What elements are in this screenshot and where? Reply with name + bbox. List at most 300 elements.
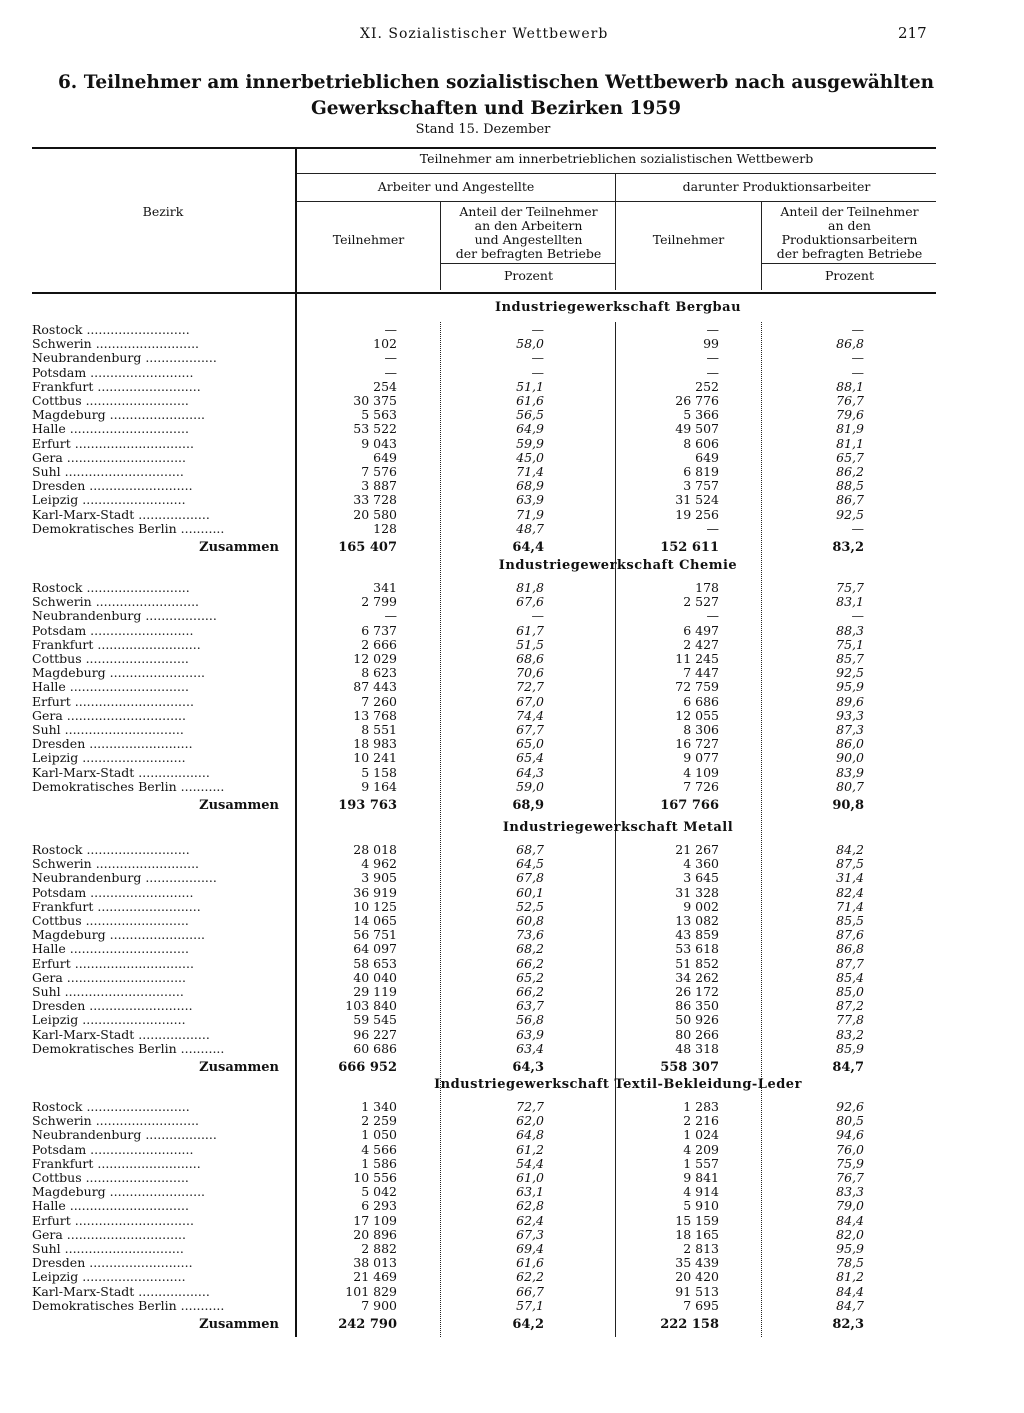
table-row xyxy=(0,581,1024,595)
header-anteil-1-line-1: Anteil der Teilnehmer xyxy=(459,204,598,219)
teilnehmer-cell: 8 623 xyxy=(361,665,397,681)
anteil-cell: 71,9 xyxy=(516,506,544,522)
bezirk-name: Magdeburg ........................ xyxy=(32,1185,206,1200)
table-row xyxy=(0,1199,1024,1213)
teilnehmer-cell: 64 097 xyxy=(353,941,397,957)
produktionsarbeiter-anteil-cell: 75,7 xyxy=(836,580,864,595)
produktionsarbeiter-anteil-cell: — xyxy=(851,364,864,380)
header-prozent-2: Prozent xyxy=(825,268,874,283)
teilnehmer-cell: — xyxy=(384,608,397,624)
anteil-cell: 67,0 xyxy=(516,693,544,709)
teilnehmer-cell: 341 xyxy=(373,580,397,595)
table-row xyxy=(0,408,1024,422)
header-teilnehmer-1: Teilnehmer xyxy=(332,232,405,247)
anteil-cell: 59,9 xyxy=(516,435,544,451)
anteil-cell: 70,6 xyxy=(516,665,544,681)
bezirk-name: Frankfurt .......................... xyxy=(32,1156,201,1171)
anteil-cell: 72,7 xyxy=(516,679,544,695)
table-row xyxy=(0,1128,1024,1142)
anteil-cell: 63,7 xyxy=(516,998,544,1014)
produktionsarbeiter-teilnehmer-cell: 9 841 xyxy=(683,1170,719,1185)
table-row xyxy=(0,493,1024,507)
teilnehmer-cell: 8 551 xyxy=(361,722,397,737)
teilnehmer-cell: 10 241 xyxy=(353,750,397,766)
produktionsarbeiter-anteil-cell: 87,7 xyxy=(836,955,864,971)
total-produktionsarbeiter-teilnehmer: 152 611 xyxy=(660,540,719,555)
produktionsarbeiter-teilnehmer-cell: 19 256 xyxy=(675,506,719,522)
anteil-cell: 71,4 xyxy=(516,464,544,479)
produktionsarbeiter-teilnehmer-cell: 6 686 xyxy=(683,693,719,709)
teilnehmer-cell: 13 768 xyxy=(353,707,397,723)
table-row xyxy=(0,871,1024,885)
bezirk-name: Magdeburg ........................ xyxy=(32,408,206,423)
anteil-cell: 56,5 xyxy=(516,407,544,423)
produktionsarbeiter-anteil-cell: — xyxy=(851,520,864,536)
produktionsarbeiter-anteil-cell: 85,7 xyxy=(836,651,864,666)
teilnehmer-cell: 1 050 xyxy=(361,1127,397,1143)
produktionsarbeiter-teilnehmer-cell: 16 727 xyxy=(675,736,719,752)
bezirk-name: Karl-Marx-Stadt .................. xyxy=(32,507,210,522)
teilnehmer-cell: 2 882 xyxy=(361,1241,397,1256)
anteil-cell: 63,9 xyxy=(516,1026,544,1042)
produktionsarbeiter-anteil-cell: 78,5 xyxy=(836,1255,864,1271)
bezirk-name: Erfurt .............................. xyxy=(32,436,194,451)
table-row xyxy=(0,522,1024,536)
produktionsarbeiter-teilnehmer-cell: — xyxy=(706,364,719,380)
header-rule-1 xyxy=(297,173,936,174)
anteil-cell: 59,0 xyxy=(516,778,544,794)
bezirk-name: Leipzig .......................... xyxy=(32,1270,186,1285)
produktionsarbeiter-anteil-cell: 65,7 xyxy=(836,449,864,465)
table-row xyxy=(0,857,1024,871)
header-anteil-2 xyxy=(763,205,936,261)
produktionsarbeiter-teilnehmer-cell: 9 077 xyxy=(683,750,719,766)
teilnehmer-cell: 87 443 xyxy=(353,679,397,695)
total-produktionsarbeiter-anteil: 84,7 xyxy=(832,1060,864,1075)
produktionsarbeiter-teilnehmer-cell: 49 507 xyxy=(675,421,719,437)
produktionsarbeiter-anteil-cell: 92,5 xyxy=(836,665,864,681)
teilnehmer-cell: 20 896 xyxy=(353,1226,397,1242)
teilnehmer-cell: 1 586 xyxy=(361,1155,397,1171)
produktionsarbeiter-anteil-cell: 84,7 xyxy=(836,1297,864,1313)
anteil-cell: 63,1 xyxy=(516,1184,544,1200)
header-bezirk: Bezirk xyxy=(142,204,184,219)
table-row xyxy=(0,737,1024,751)
teilnehmer-cell: 2 666 xyxy=(361,636,397,652)
table-row xyxy=(0,942,1024,956)
table-row xyxy=(0,914,1024,928)
anteil-cell: 64,8 xyxy=(516,1127,544,1143)
table-row xyxy=(0,1013,1024,1027)
anteil-cell: 52,5 xyxy=(516,898,544,914)
anteil-cell: — xyxy=(531,608,544,624)
bezirk-name: Gera .............................. xyxy=(32,1227,186,1242)
anteil-cell: 66,2 xyxy=(516,984,544,999)
teilnehmer-cell: 2 799 xyxy=(361,594,397,610)
anteil-cell: 81,8 xyxy=(516,580,544,595)
bezirk-name: Gera .............................. xyxy=(32,450,186,465)
table-row xyxy=(0,1114,1024,1128)
produktionsarbeiter-anteil-cell: 81,9 xyxy=(836,421,864,437)
table-row xyxy=(0,1171,1024,1185)
bezirk-name: Demokratisches Berlin ........... xyxy=(32,521,225,536)
table-row xyxy=(0,652,1024,666)
produktionsarbeiter-anteil-cell: 89,6 xyxy=(836,693,864,709)
anteil-cell: 51,1 xyxy=(516,378,544,394)
bezirk-name: Gera .............................. xyxy=(32,708,186,723)
produktionsarbeiter-teilnehmer-cell: 8 306 xyxy=(683,722,719,737)
teilnehmer-cell: 6 737 xyxy=(361,622,397,638)
produktionsarbeiter-teilnehmer-cell: 86 350 xyxy=(675,998,719,1014)
anteil-cell: 67,3 xyxy=(516,1226,544,1242)
bezirk-name: Rostock .......................... xyxy=(32,323,190,337)
teilnehmer-cell: 7 900 xyxy=(361,1297,397,1313)
produktionsarbeiter-teilnehmer-cell: 31 328 xyxy=(675,884,719,900)
anteil-cell: 61,6 xyxy=(516,393,544,408)
table-row xyxy=(0,1228,1024,1242)
bezirk-name: Leipzig .......................... xyxy=(32,493,186,508)
teilnehmer-cell: 3 905 xyxy=(361,870,397,886)
produktionsarbeiter-teilnehmer-cell: 1 283 xyxy=(683,1099,719,1114)
anteil-cell: 45,0 xyxy=(516,449,544,465)
table-row xyxy=(0,886,1024,900)
teilnehmer-cell: 4 566 xyxy=(361,1141,397,1157)
bezirk-name: Karl-Marx-Stadt .................. xyxy=(32,1027,210,1042)
produktionsarbeiter-anteil-cell: 92,5 xyxy=(836,506,864,522)
teilnehmer-cell: 21 469 xyxy=(353,1269,397,1285)
table-row xyxy=(0,666,1024,680)
teilnehmer-cell: 53 522 xyxy=(353,421,397,437)
produktionsarbeiter-teilnehmer-cell: 12 055 xyxy=(675,707,719,723)
total-anteil: 64,4 xyxy=(512,540,544,555)
total-produktionsarbeiter-anteil: 83,2 xyxy=(832,540,864,555)
produktionsarbeiter-anteil-cell: 82,0 xyxy=(836,1226,864,1242)
teilnehmer-cell: 649 xyxy=(373,449,397,465)
anteil-cell: 58,0 xyxy=(516,336,544,352)
total-teilnehmer: 193 763 xyxy=(338,798,397,813)
produktionsarbeiter-teilnehmer-cell: 5 366 xyxy=(683,407,719,423)
produktionsarbeiter-teilnehmer-cell: 8 606 xyxy=(683,435,719,451)
produktionsarbeiter-teilnehmer-cell: 50 926 xyxy=(675,1012,719,1028)
total-row xyxy=(0,540,1024,556)
table-title xyxy=(40,70,952,122)
table-row xyxy=(0,624,1024,638)
table-row xyxy=(0,1100,1024,1114)
bezirk-name: Neubrandenburg .................. xyxy=(32,1128,217,1143)
bezirk-name: Frankfurt .......................... xyxy=(32,899,201,914)
produktionsarbeiter-teilnehmer-cell: — xyxy=(706,608,719,624)
bezirk-name: Dresden .......................... xyxy=(32,479,193,494)
produktionsarbeiter-anteil-cell: 90,0 xyxy=(836,750,864,766)
produktionsarbeiter-teilnehmer-cell: 20 420 xyxy=(675,1269,719,1285)
teilnehmer-cell: 9 043 xyxy=(361,435,397,451)
teilnehmer-cell: 14 065 xyxy=(353,913,397,928)
total-produktionsarbeiter-anteil: 90,8 xyxy=(832,798,864,813)
anteil-cell: 60,8 xyxy=(516,913,544,928)
table-row xyxy=(0,985,1024,999)
produktionsarbeiter-teilnehmer-cell: 9 002 xyxy=(683,898,719,914)
section-title: Industriegewerkschaft Metall xyxy=(502,820,734,835)
bezirk-name: Cottbus .......................... xyxy=(32,1171,189,1185)
teilnehmer-cell: 60 686 xyxy=(353,1040,397,1056)
teilnehmer-cell: 30 375 xyxy=(353,393,397,408)
produktionsarbeiter-anteil-cell: 85,5 xyxy=(836,913,864,928)
produktionsarbeiter-teilnehmer-cell: 7 726 xyxy=(683,778,719,794)
anteil-cell: 61,6 xyxy=(516,1255,544,1271)
produktionsarbeiter-anteil-cell: 86,0 xyxy=(836,736,864,752)
teilnehmer-cell: 18 983 xyxy=(353,736,397,752)
anteil-cell: 61,7 xyxy=(516,622,544,638)
anteil-cell: 67,6 xyxy=(516,594,544,610)
table-row xyxy=(0,337,1024,351)
bezirk-name: Halle .............................. xyxy=(32,1199,189,1214)
produktionsarbeiter-teilnehmer-cell: 18 165 xyxy=(675,1226,719,1242)
produktionsarbeiter-anteil-cell: 87,5 xyxy=(836,856,864,872)
table-subtitle: Stand 15. Dezember xyxy=(415,122,551,137)
anteil-cell: 64,3 xyxy=(516,764,544,780)
produktionsarbeiter-anteil-cell: 88,1 xyxy=(836,378,864,394)
total-produktionsarbeiter-teilnehmer: 558 307 xyxy=(660,1060,719,1075)
bezirk-name: Suhl .............................. xyxy=(32,723,184,737)
bezirk-name: Neubrandenburg .................. xyxy=(32,871,217,886)
teilnehmer-cell: 56 751 xyxy=(353,927,397,943)
total-label: Zusammen xyxy=(199,540,279,555)
page-number: 217 xyxy=(898,24,927,42)
teilnehmer-cell: 38 013 xyxy=(353,1255,397,1271)
produktionsarbeiter-teilnehmer-cell: 15 159 xyxy=(675,1212,719,1228)
teilnehmer-cell: 1 340 xyxy=(361,1099,397,1114)
produktionsarbeiter-teilnehmer-cell: 252 xyxy=(695,378,719,394)
total-label: Zusammen xyxy=(199,798,279,813)
produktionsarbeiter-teilnehmer-cell: 21 267 xyxy=(675,842,719,857)
produktionsarbeiter-teilnehmer-cell: 4 209 xyxy=(683,1141,719,1157)
total-row xyxy=(0,1060,1024,1076)
produktionsarbeiter-teilnehmer-cell: 1 024 xyxy=(683,1127,719,1143)
teilnehmer-cell: 58 653 xyxy=(353,955,397,971)
produktionsarbeiter-anteil-cell: 81,1 xyxy=(836,435,864,451)
anteil-cell: 65,0 xyxy=(516,736,544,752)
table-row xyxy=(0,999,1024,1013)
produktionsarbeiter-teilnehmer-cell: 2 216 xyxy=(683,1113,719,1129)
produktionsarbeiter-anteil-cell: 76,7 xyxy=(836,1170,864,1185)
produktionsarbeiter-teilnehmer-cell: 91 513 xyxy=(675,1283,719,1299)
teilnehmer-cell: 6 293 xyxy=(361,1198,397,1214)
produktionsarbeiter-anteil-cell: — xyxy=(851,322,864,337)
anteil-cell: — xyxy=(531,350,544,366)
total-produktionsarbeiter-teilnehmer: 222 158 xyxy=(660,1317,719,1332)
produktionsarbeiter-anteil-cell: 92,6 xyxy=(836,1099,864,1114)
produktionsarbeiter-anteil-cell: 93,3 xyxy=(836,707,864,723)
teilnehmer-cell: 2 259 xyxy=(361,1113,397,1129)
total-row xyxy=(0,1317,1024,1333)
produktionsarbeiter-teilnehmer-cell: 99 xyxy=(703,336,719,352)
bezirk-name: Erfurt .............................. xyxy=(32,956,194,971)
table-row xyxy=(0,508,1024,522)
produktionsarbeiter-teilnehmer-cell: 31 524 xyxy=(675,492,719,508)
anteil-cell: 67,7 xyxy=(516,722,544,737)
bezirk-name: Leipzig .......................... xyxy=(32,751,186,766)
total-teilnehmer: 242 790 xyxy=(338,1317,397,1332)
teilnehmer-cell: 20 580 xyxy=(353,506,397,522)
anteil-cell: 68,9 xyxy=(516,478,544,494)
bezirk-name: Leipzig .......................... xyxy=(32,1013,186,1028)
produktionsarbeiter-teilnehmer-cell: 6 819 xyxy=(683,464,719,479)
teilnehmer-cell: 5 158 xyxy=(361,764,397,780)
produktionsarbeiter-teilnehmer-cell: 3 757 xyxy=(683,478,719,494)
table-row xyxy=(0,780,1024,794)
anteil-cell: 69,4 xyxy=(516,1241,544,1256)
anteil-cell: 68,6 xyxy=(516,651,544,666)
anteil-cell: 68,2 xyxy=(516,941,544,957)
produktionsarbeiter-anteil-cell: 87,6 xyxy=(836,927,864,943)
header-anteil-1-line-2: an den Arbeitern xyxy=(474,218,583,233)
anteil-cell: 60,1 xyxy=(516,884,544,900)
bezirk-name: Rostock .......................... xyxy=(32,843,190,857)
bezirk-name: Magdeburg ........................ xyxy=(32,666,206,681)
table-row xyxy=(0,638,1024,652)
header-mid-divider xyxy=(615,174,616,290)
produktionsarbeiter-teilnehmer-cell: 80 266 xyxy=(675,1026,719,1042)
total-produktionsarbeiter-anteil: 82,3 xyxy=(832,1317,864,1332)
anteil-cell: 56,8 xyxy=(516,1012,544,1028)
teilnehmer-cell: 5 042 xyxy=(361,1184,397,1200)
produktionsarbeiter-anteil-cell: 85,9 xyxy=(836,1040,864,1056)
produktionsarbeiter-teilnehmer-cell: 2 427 xyxy=(683,636,719,652)
header-anteil-2-line-3: Produktionsarbeitern xyxy=(781,232,918,247)
bezirk-name: Rostock .......................... xyxy=(32,581,190,595)
table-title-line-2: Gewerkschaften und Bezirken 1959 xyxy=(310,98,682,119)
header-anteil-1-line-3: und Angestellten xyxy=(474,232,583,247)
produktionsarbeiter-anteil-cell: 88,3 xyxy=(836,622,864,638)
produktionsarbeiter-teilnehmer-cell: 7 695 xyxy=(683,1297,719,1313)
header-teilnehmer-2: Teilnehmer xyxy=(652,232,725,247)
anteil-cell: 66,2 xyxy=(516,955,544,971)
produktionsarbeiter-teilnehmer-cell: 35 439 xyxy=(675,1255,719,1271)
produktionsarbeiter-anteil-cell: 83,9 xyxy=(836,764,864,780)
anteil-cell: 48,7 xyxy=(516,520,544,536)
produktionsarbeiter-teilnehmer-cell: 13 082 xyxy=(675,913,719,928)
header-rule-2 xyxy=(297,201,936,202)
bezirk-name: Frankfurt .......................... xyxy=(32,379,201,394)
table-row xyxy=(0,351,1024,365)
produktionsarbeiter-teilnehmer-cell: 51 852 xyxy=(675,955,719,971)
header-anteil-1 xyxy=(442,205,615,261)
anteil-cell: 74,4 xyxy=(516,707,544,723)
anteil-cell: 61,2 xyxy=(516,1141,544,1157)
table-row xyxy=(0,422,1024,436)
produktionsarbeiter-anteil-cell: 94,6 xyxy=(836,1127,864,1143)
produktionsarbeiter-anteil-cell: — xyxy=(851,350,864,366)
produktionsarbeiter-anteil-cell: 82,4 xyxy=(836,884,864,900)
teilnehmer-cell: 3 887 xyxy=(361,478,397,494)
header-prozent-rule-1 xyxy=(441,263,615,264)
table-row xyxy=(0,451,1024,465)
anteil-cell: 65,2 xyxy=(516,969,544,985)
teilnehmer-cell: 7 576 xyxy=(361,464,397,479)
table-row xyxy=(0,380,1024,394)
table-row xyxy=(0,1270,1024,1284)
header-prozent-rule-2 xyxy=(762,263,936,264)
produktionsarbeiter-anteil-cell: 76,7 xyxy=(836,393,864,408)
anteil-cell: 61,0 xyxy=(516,1170,544,1185)
header-anteil-2-line-4: der befragten Betriebe xyxy=(776,246,923,261)
bezirk-name: Erfurt .............................. xyxy=(32,694,194,709)
anteil-cell: 68,7 xyxy=(516,842,544,857)
produktionsarbeiter-anteil-cell: 86,8 xyxy=(836,336,864,352)
total-label: Zusammen xyxy=(199,1317,279,1332)
bezirk-name: Frankfurt .......................... xyxy=(32,637,201,652)
teilnehmer-cell: 254 xyxy=(373,378,397,394)
teilnehmer-cell: 101 829 xyxy=(345,1283,397,1299)
teilnehmer-cell: 7 260 xyxy=(361,693,397,709)
running-head: XI. Sozialistischer Wettbewerb xyxy=(360,26,609,42)
bezirk-name: Neubrandenburg .................. xyxy=(32,609,217,624)
bezirk-name: Suhl .............................. xyxy=(32,985,184,999)
total-anteil: 64,3 xyxy=(512,1060,544,1075)
table-row xyxy=(0,1256,1024,1270)
bezirk-name: Suhl .............................. xyxy=(32,465,184,479)
table-row xyxy=(0,751,1024,765)
teilnehmer-cell: 102 xyxy=(373,336,397,352)
produktionsarbeiter-anteil-cell: 71,4 xyxy=(836,898,864,914)
anteil-cell: 54,4 xyxy=(516,1155,544,1171)
teilnehmer-cell: 10 125 xyxy=(353,898,397,914)
total-teilnehmer: 165 407 xyxy=(338,540,397,555)
table-row xyxy=(0,900,1024,914)
bezirk-name: Halle .............................. xyxy=(32,680,189,695)
bezirk-name: Potsdam .......................... xyxy=(32,365,194,380)
bezirk-name: Cottbus .......................... xyxy=(32,394,189,408)
produktionsarbeiter-anteil-cell: 86,8 xyxy=(836,941,864,957)
bezirk-name: Potsdam .......................... xyxy=(32,1142,194,1157)
total-anteil: 64,2 xyxy=(512,1317,544,1332)
teilnehmer-cell: — xyxy=(384,350,397,366)
section-title: Industriegewerkschaft Textil-Bekleidung-Leder xyxy=(434,1077,802,1092)
table-row xyxy=(0,695,1024,709)
bezirk-name: Demokratisches Berlin ........... xyxy=(32,1041,225,1056)
produktionsarbeiter-teilnehmer-cell: 4 914 xyxy=(683,1184,719,1200)
produktionsarbeiter-teilnehmer-cell: 53 618 xyxy=(675,941,719,957)
anteil-cell: 62,4 xyxy=(516,1212,544,1228)
table-row xyxy=(0,1143,1024,1157)
teilnehmer-cell: 103 840 xyxy=(345,998,397,1014)
teilnehmer-cell: 5 563 xyxy=(361,407,397,423)
produktionsarbeiter-teilnehmer-cell: 34 262 xyxy=(675,969,719,985)
header-anteil-2-line-1: Anteil der Teilnehmer xyxy=(780,204,919,219)
produktionsarbeiter-teilnehmer-cell: 2 813 xyxy=(683,1241,719,1256)
produktionsarbeiter-anteil-cell: 86,7 xyxy=(836,492,864,508)
produktionsarbeiter-teilnehmer-cell: 1 557 xyxy=(683,1155,719,1171)
bezirk-name: Schwerin .......................... xyxy=(32,337,200,352)
teilnehmer-cell: 33 728 xyxy=(353,492,397,508)
produktionsarbeiter-anteil-cell: — xyxy=(851,608,864,624)
teilnehmer-cell: 36 919 xyxy=(353,884,397,900)
produktionsarbeiter-teilnehmer-cell: 6 497 xyxy=(683,622,719,638)
total-teilnehmer: 666 952 xyxy=(338,1060,397,1075)
bezirk-name: Potsdam .......................... xyxy=(32,623,194,638)
anteil-cell: 66,7 xyxy=(516,1283,544,1299)
header-produktionsarbeiter: darunter Produktionsarbeiter xyxy=(682,179,871,194)
bezirk-name: Schwerin .......................... xyxy=(32,1114,200,1129)
table-title-line-1: 6. Teilnehmer am innerbetrieblichen sozialistischen Wettbewerb nach ausgewählten xyxy=(57,72,935,93)
produktionsarbeiter-anteil-cell: 75,1 xyxy=(836,636,864,652)
header-anteil-2-line-2: an den xyxy=(828,218,871,233)
total-anteil: 68,9 xyxy=(512,798,544,813)
anteil-cell: 62,2 xyxy=(516,1269,544,1285)
produktionsarbeiter-teilnehmer-cell: — xyxy=(706,520,719,536)
produktionsarbeiter-teilnehmer-cell: — xyxy=(706,350,719,366)
produktionsarbeiter-teilnehmer-cell: 4 109 xyxy=(683,764,719,780)
